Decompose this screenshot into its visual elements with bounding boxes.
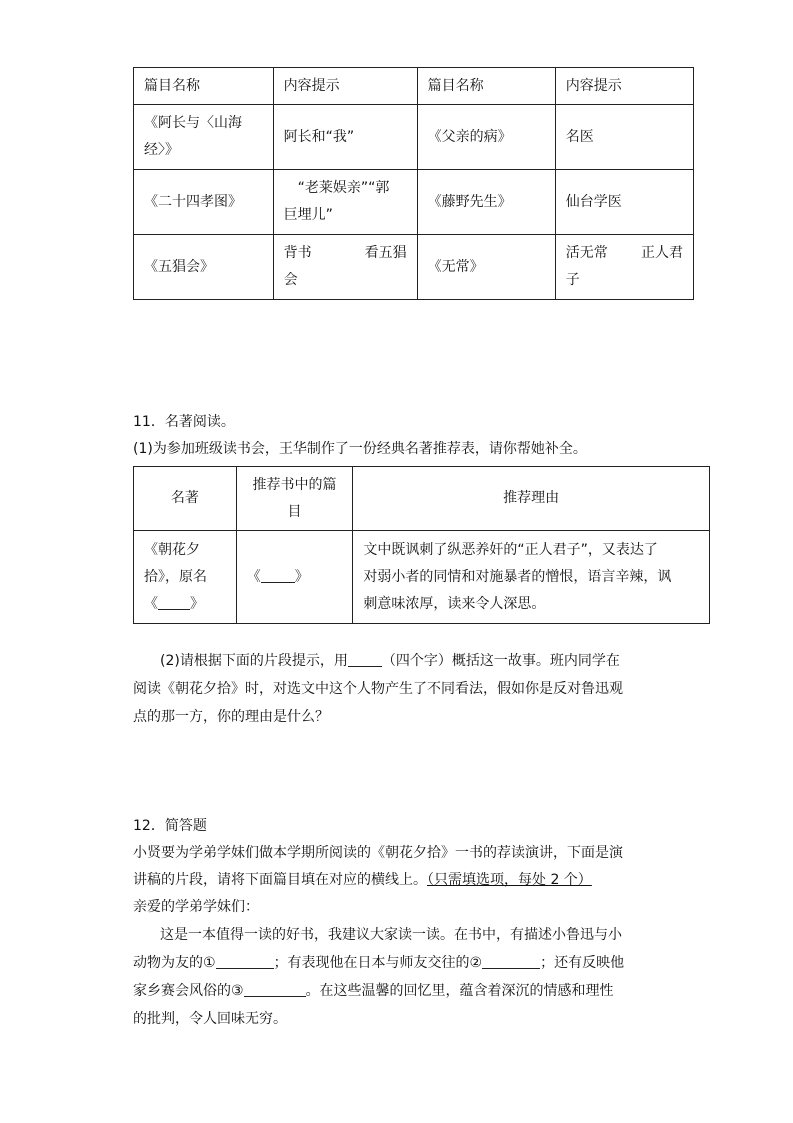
cell-text: 正人君: [641, 245, 683, 261]
table-cell: 名医: [555, 105, 693, 170]
cell-line: 目: [287, 503, 302, 520]
cell-text: 》: [190, 595, 204, 612]
table-cell: [236, 531, 353, 624]
question-12-title: 12．简答题: [133, 818, 207, 834]
text: ；还有反映他: [540, 955, 625, 971]
table-header-cell: 内容提示: [555, 68, 693, 105]
question-11-part2-line3: 点的那一方，你的理由是什么？: [133, 709, 329, 725]
cell-line: 刺意味浓厚，读来令人深思。: [363, 595, 546, 612]
cell-line: 推荐书中的篇: [252, 476, 337, 493]
table-row: [134, 235, 694, 300]
table-cell: [134, 105, 274, 170]
cell-line: 巨埋儿”: [283, 207, 333, 223]
table-cell: [353, 531, 710, 624]
table-cell: 《藤野先生》: [417, 170, 555, 235]
cell-line: [144, 591, 226, 618]
table-row: [134, 105, 694, 170]
text: （四个字）概括这一故事。班内同学在: [381, 653, 620, 669]
cell-line: 《阿长与〈山海: [144, 115, 242, 131]
table-cell: 阿长和“我”: [273, 105, 417, 170]
table-cell: 《父亲的病》: [417, 105, 555, 170]
cell-text: 《: [144, 595, 158, 612]
table-cell: 《二十四孝图》: [134, 170, 274, 235]
summary-blank[interactable]: [348, 650, 382, 667]
cell-line: [284, 240, 407, 267]
table-cell: [273, 170, 417, 235]
cell-text: 活无常: [565, 245, 608, 261]
cell-line: 《朝花夕: [144, 541, 200, 558]
blank-2[interactable]: [482, 952, 540, 969]
original-name-blank[interactable]: [158, 593, 190, 610]
table-cell: [555, 235, 693, 300]
table-header-cell: 内容提示: [273, 68, 417, 105]
cell-line: 会: [283, 272, 298, 288]
question-12-line6: [133, 978, 614, 1005]
table-row: [134, 170, 694, 235]
blank-1[interactable]: [216, 952, 274, 969]
cell-text: 》: [294, 568, 309, 585]
text: (2)请根据下面的片段提示，用: [160, 653, 348, 669]
table-header-cell: 名著: [134, 467, 237, 531]
text: 讲稿的片段，请将下面篇目填在对应的横线上。: [133, 872, 427, 888]
table-header-cell: 篇目名称: [417, 68, 555, 105]
table-cell: 《无常》: [417, 235, 555, 300]
table-header-cell: 篇目名称: [134, 68, 274, 105]
question-11-title: 11．名著阅读。: [133, 414, 235, 430]
question-12-line4: 这是一本值得一读的好书，我建议大家读一读。在书中，有描述小鲁迅与小: [160, 927, 622, 943]
table-cell: 《五猖会》: [134, 235, 274, 300]
table-header-cell: [236, 467, 353, 531]
cell-line: 经〉》: [144, 142, 179, 158]
cell-text: 《: [246, 568, 261, 585]
table-cell: 仙台学医: [555, 170, 693, 235]
cell-text: 看五猖: [364, 245, 407, 261]
table-cell: [134, 531, 237, 624]
question-12-line7: 的批判，令人回味无穷。: [133, 1011, 287, 1027]
cell-text: 背书: [283, 245, 312, 261]
question-11-part1: (1)为参加班级读书会，王华制作了一份经典名著推荐表，请你帮她补全。: [133, 441, 587, 457]
cell-line: [566, 240, 683, 267]
text: ；有表现他在日本与师友交往的②: [273, 955, 483, 971]
question-11-part2-line2: 阅读《朝花夕拾》时，对选文中这个人物产生了不同看法，假如你是反对鲁迅观: [133, 681, 623, 697]
table-header-cell: 推荐理由: [353, 467, 710, 531]
text: 动物为友的①: [133, 955, 216, 971]
instruction-note: （只需填选项，每处 2 个）: [427, 872, 592, 888]
table-row: [134, 467, 710, 531]
question-12-line2: [133, 867, 592, 894]
question-12-line1: 小贤要为学弟学妹们做本学期所阅读的《朝花夕拾》一书的荐读演讲，下面是演: [133, 845, 623, 861]
table-row: [134, 531, 710, 624]
table-cell: [273, 235, 417, 300]
cell-line: 文中既讽刺了纵恶养奸的“正人君子”，又表达了: [363, 541, 658, 558]
blank-3[interactable]: [244, 980, 306, 997]
recommendation-table: [133, 466, 710, 624]
text: 家乡赛会风俗的③: [133, 983, 244, 999]
question-11-part2-line1: [160, 648, 620, 675]
table-row: [134, 68, 694, 105]
chapter-table: [133, 67, 694, 300]
text: 。在这些温馨的回忆里，蕴含着深沉的情感和理性: [305, 983, 614, 999]
cell-line: 对弱小者的同情和对施暴者的憎恨，语言辛辣，讽: [363, 568, 672, 585]
question-12-line5: [133, 950, 624, 977]
cell-line: “老莱娱亲”“郭: [297, 180, 390, 196]
cell-line: 子: [565, 272, 580, 288]
cell-line: 拾》，原名: [144, 568, 207, 585]
question-12-greeting: 亲爱的学弟学妹们：: [133, 899, 259, 915]
chapter-blank[interactable]: [261, 566, 295, 583]
